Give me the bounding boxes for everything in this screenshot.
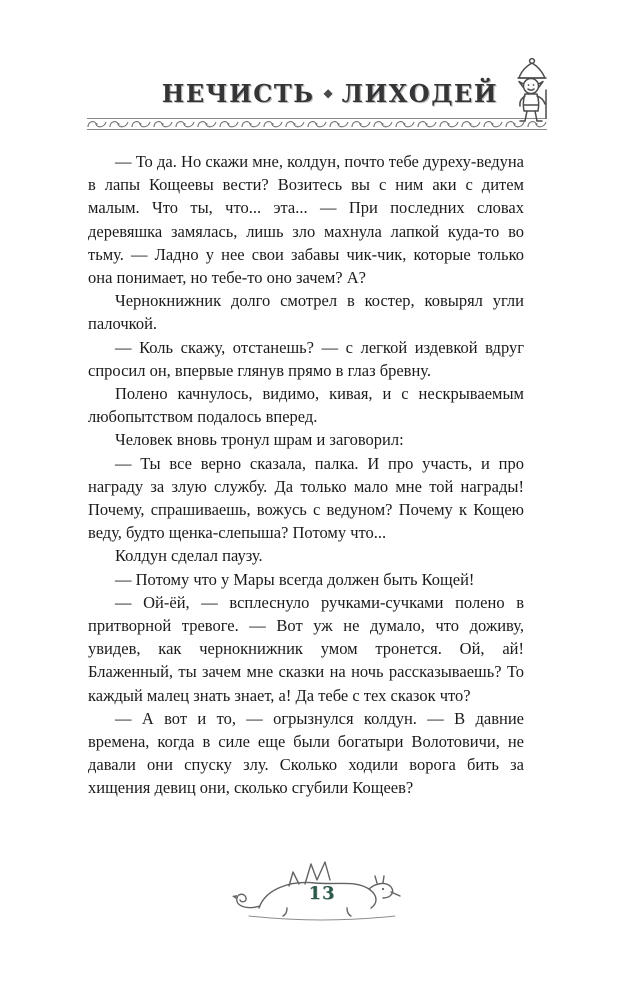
goblin-illustration bbox=[504, 56, 558, 130]
title-word-1: НЕЧИСТЬ bbox=[161, 78, 315, 108]
paragraph: — Ты все верно сказала, палка. И про участь, и про награду за злую службу. Да только мало мне той награды! Почему, спрашиваешь, вожусь с ведуном? Почему к Кощею веду, будто щенка-слепыша? Потому что... bbox=[88, 453, 524, 543]
page-footer bbox=[0, 856, 644, 924]
paragraph: Полено качнулось, видимо, кивая, и с нескрываемым любопытством подалось вперед. bbox=[88, 384, 524, 427]
ornament-border bbox=[86, 117, 548, 131]
paragraph: — А вот и то, — огрызнулся колдун. — В давние времена, когда в силе еще были богатыри Волотовичи, не давали они спуску злу. Сколько ходили ворога бить за хищения девиц они, сколько сгубили Кощеев? bbox=[88, 708, 524, 798]
paragraph: Чернокнижник долго смотрел в костер, ковырял угли палочкой. bbox=[88, 291, 524, 334]
paragraph: Колдун сделал паузу. bbox=[115, 546, 263, 566]
paragraph: — То да. Но скажи мне, колдун, почто тебе дуреху-ведуна в лапы Кощеевы вести? Возитесь вы с ним аки с дитем малым. Что ты, что... эта... — При последних словах деревяшка замялась, лишь зло махнула лапкой куда-то во тьму. — Ладно у нее свои забавы чик-чик, которые только она понимает, но тебе-то оно зачем? А? bbox=[88, 152, 524, 288]
book-title bbox=[86, 78, 548, 108]
page-number: 13 bbox=[308, 883, 336, 904]
paragraph: — Ой-ёй, — всплеснуло ручками-сучками полено в притворной тревоге. — Вот уж не думало, что доживу, увидев, как чернокнижник умом тронется. Ой, ай! Блаженный, ты зачем мне сказки на ночь рассказываешь? То каждый малец знать знает, а! Да тебе с тех сказок что? bbox=[88, 592, 524, 705]
paragraph: Человек вновь тронул шрам и заговорил: bbox=[115, 430, 404, 450]
paragraph: — Потому что у Мары всегда должен быть Кощей! bbox=[115, 569, 475, 589]
title-word-2: ЛИХОДЕЙ bbox=[341, 78, 498, 108]
page-text bbox=[88, 150, 524, 800]
diamond-icon: ◆ bbox=[323, 86, 333, 100]
paragraph: — Коль скажу, отстанешь? — с легкой издевкой вдруг спросил он, впервые глянув прямо в глаз бревну. bbox=[88, 337, 524, 380]
dragon-illustration bbox=[227, 856, 417, 924]
page-header bbox=[86, 78, 548, 131]
